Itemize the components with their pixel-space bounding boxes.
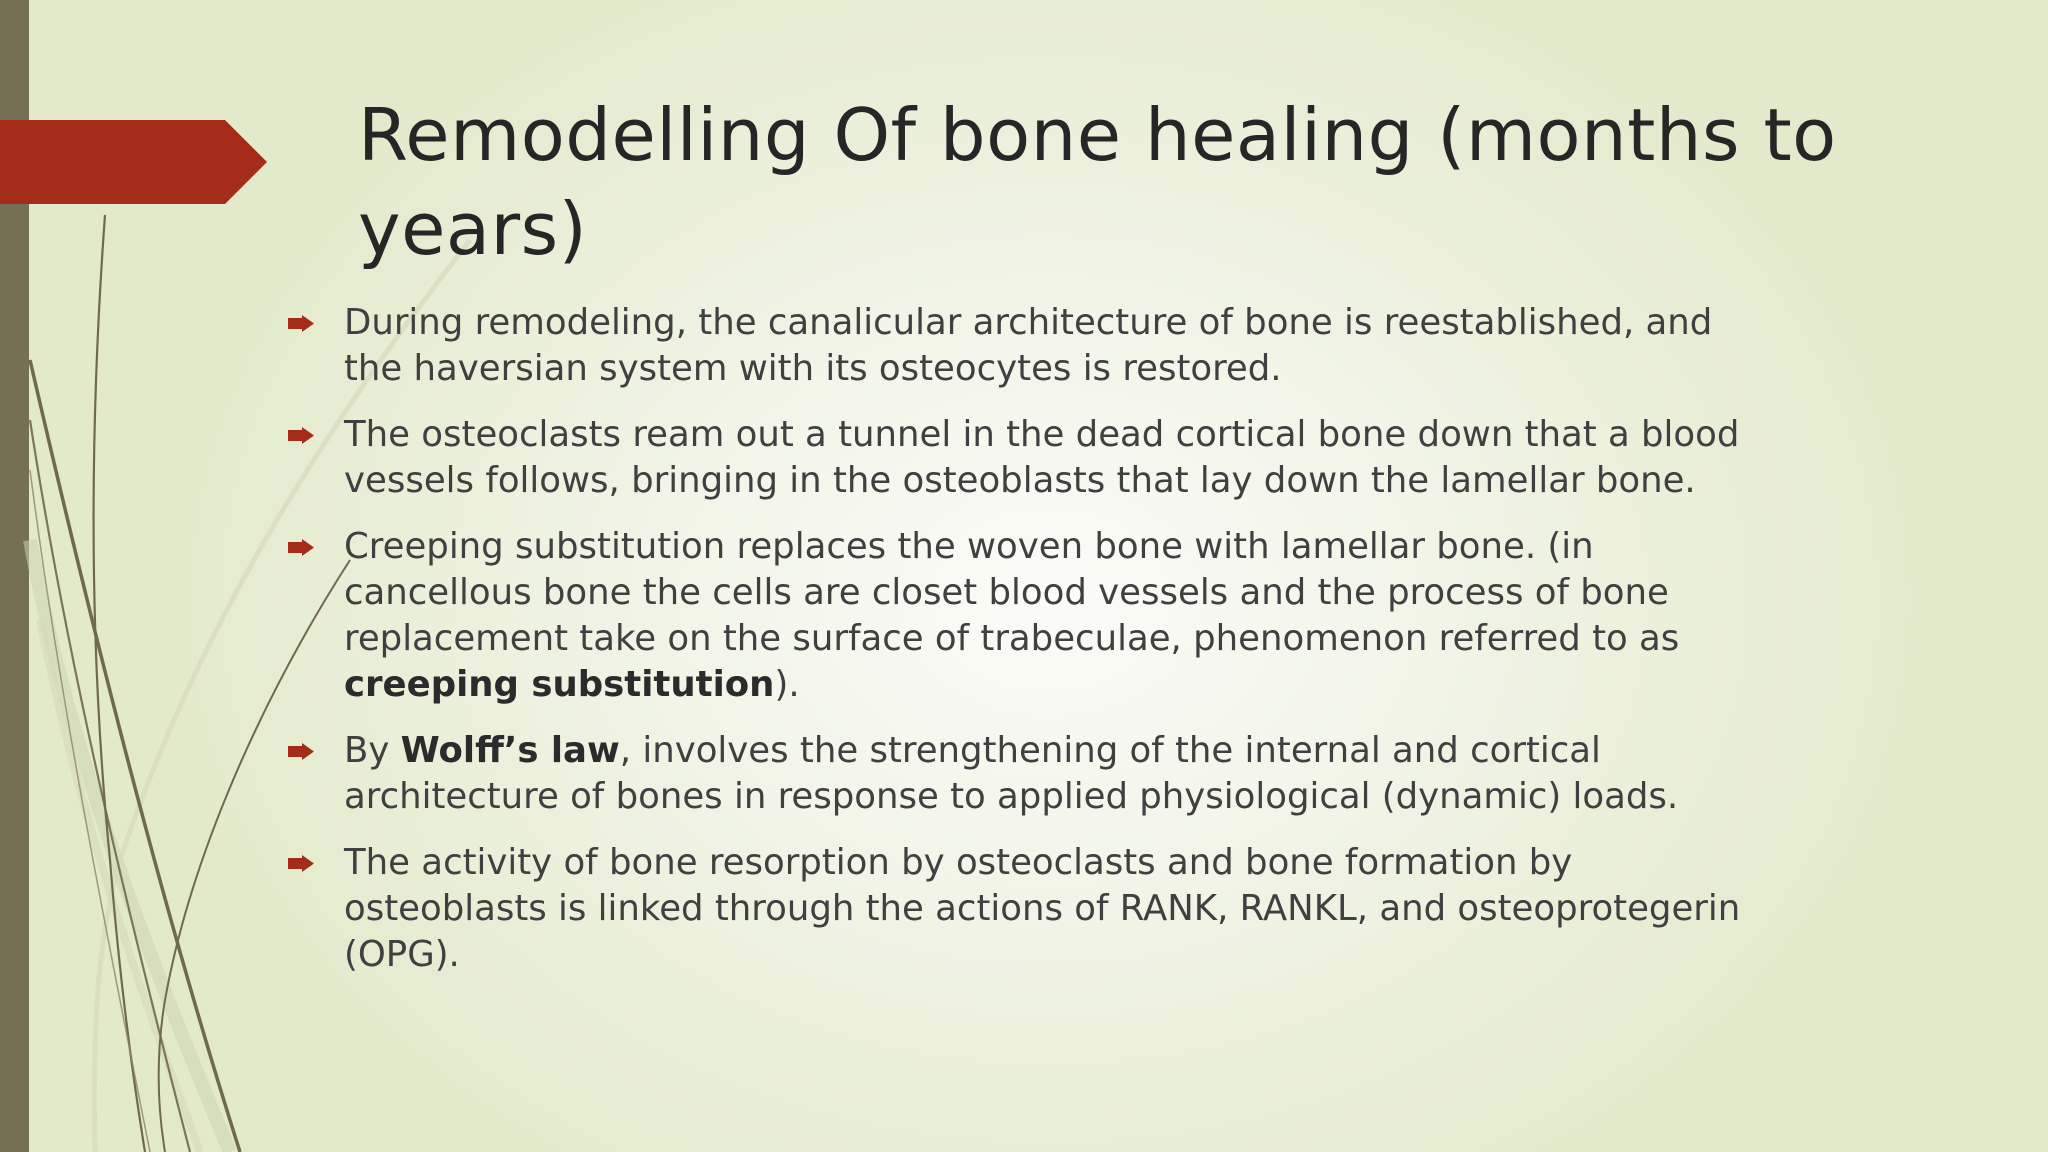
bullet-item xyxy=(288,840,1768,978)
bullet-item xyxy=(288,728,1768,820)
bullet-text xyxy=(344,730,1678,817)
bullet-text-segment: Creeping substitution replaces the woven bone with lamellar bone. (in cancellous bone the cells are closet blood vessels and the process of bone replacement take on the surface of trabeculae, phenomenon referred to as xyxy=(344,526,1680,659)
bullet-list xyxy=(288,300,1768,998)
arrow-bullet-icon xyxy=(288,315,314,332)
slide-title: Remodelling Of bone healing (months to years) xyxy=(358,93,1837,271)
bullet-text-segment: By xyxy=(344,730,401,771)
arrow-bullet-icon xyxy=(288,743,314,760)
bullet-text-segment: , involves the strengthening of the internal and cortical architecture of bones in response to applied physiological (dynamic) loads. xyxy=(344,730,1679,817)
bullet-item xyxy=(288,300,1768,392)
title-accent-arrow xyxy=(0,120,267,204)
bullet-text xyxy=(344,414,1739,501)
bullet-text-segment: The activity of bone resorption by osteoclasts and bone formation by osteoblasts is linked through the actions of RANK, RANKL, and osteoprotegerin (OPG). xyxy=(344,842,1741,975)
arrow-bullet-icon xyxy=(288,427,314,444)
bullet-text xyxy=(344,526,1679,705)
bullet-text-segment: The osteoclasts ream out a tunnel in the dead cortical bone down that a blood vessels follows, bringing in the osteoblasts that lay down the lamellar bone. xyxy=(344,414,1740,501)
bold-term-creeping-substitution: creeping substitution xyxy=(344,664,775,705)
bullet-text xyxy=(344,842,1740,975)
bullet-item xyxy=(288,524,1768,708)
bullet-text-segment: During remodeling, the canalicular architecture of bone is reestablished, and the haversian system with its osteocytes is restored. xyxy=(344,302,1713,389)
bold-term-wolffs-law: Wolff’s law xyxy=(400,730,620,771)
bullet-item xyxy=(288,412,1768,504)
bullet-text xyxy=(344,302,1712,389)
bullet-text-segment: ). xyxy=(774,664,800,705)
arrow-bullet-icon xyxy=(288,855,314,872)
arrow-bullet-icon xyxy=(288,539,314,556)
